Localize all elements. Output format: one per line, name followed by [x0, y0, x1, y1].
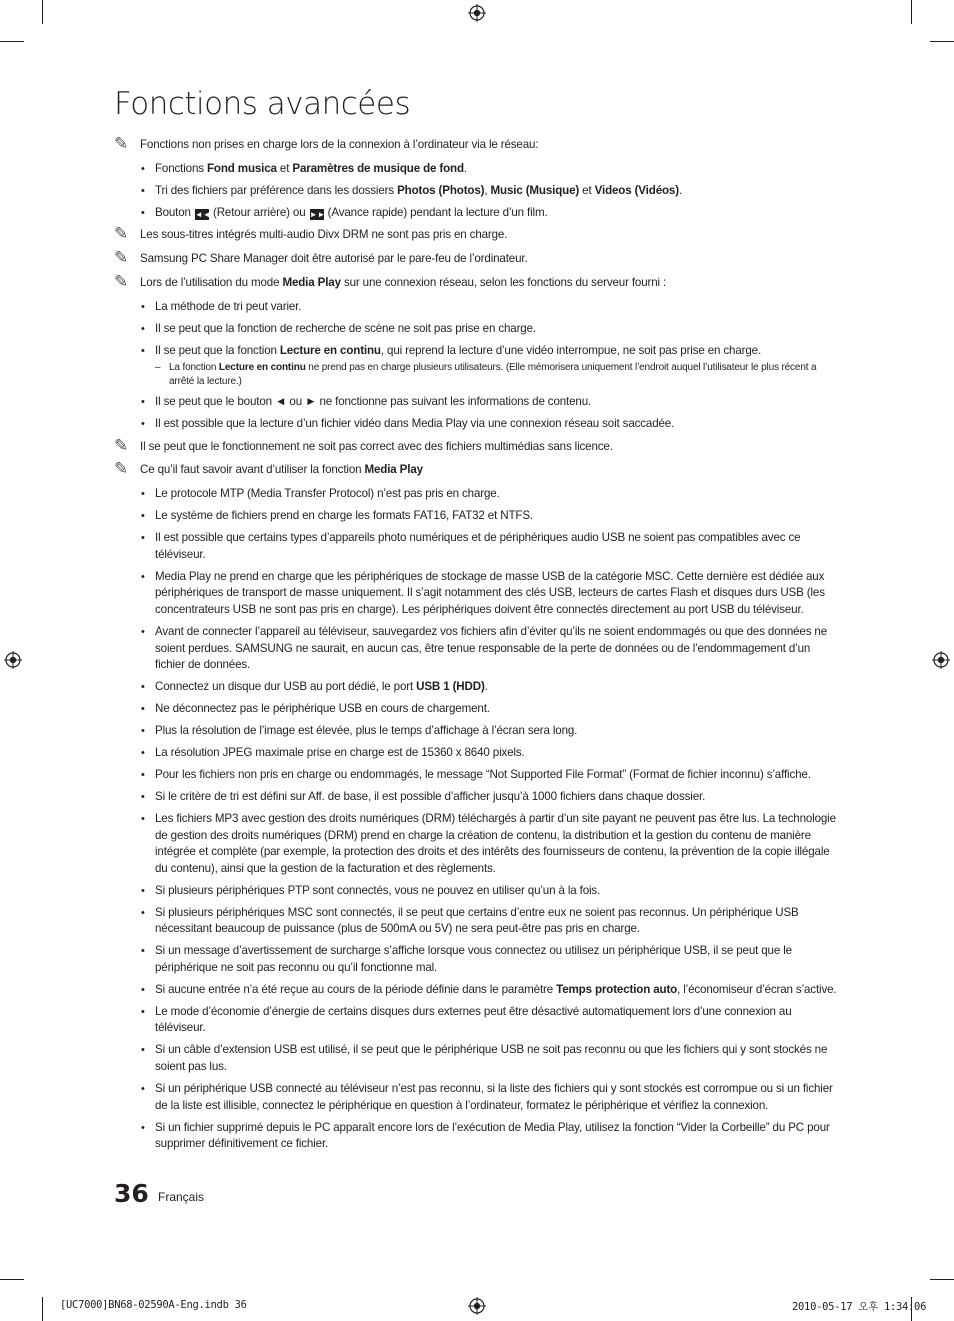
list-item: [114, 883, 840, 900]
bold-term: Media Play: [282, 275, 341, 289]
page-number: 36: [114, 1179, 149, 1208]
text-run: Les sous-titres intégrés multi-audio Divx DRM ne sont pas pris en charge.: [140, 228, 508, 242]
crop-mark: [911, 0, 912, 24]
note-pen-icon: ✎: [114, 134, 129, 153]
sub-note: – La fonction Lecture en continu ne prend pas en charge plusieurs utilisateurs. (Elle mémorisera uniquement l’endroit auquel l’utilisateur le plus récent a arrêté la lecture.): [155, 362, 817, 387]
note: [114, 224, 840, 244]
list-item: [114, 183, 840, 200]
text-run: Avant de connecter l’appareil au téléviseur, sauvegardez vos fichiers afin d’éviter qu’ils ne soient endommagés ou que des données ne soient perdues. SAMSUNG ne saurait, en aucun cas, être tenue responsable de la perte de données ou de l’endommagement d’un fichier de données.: [155, 624, 828, 672]
bold-term: Paramètres de musique de fond: [292, 161, 464, 175]
text-run: Si plusieurs périphériques PTP sont connectés, vous ne pouvez en utiliser qu’un à la fois.: [155, 883, 601, 897]
bold-term: Media Play: [364, 463, 423, 477]
list-item: [114, 569, 840, 619]
note-pen-icon: ✎: [114, 459, 129, 479]
text-run: (Avance rapide) pendant la lecture d’un film.: [324, 205, 548, 219]
list-item: [114, 982, 840, 999]
list-item: [114, 701, 840, 718]
registration-mark-icon: [468, 4, 486, 22]
list-item: [114, 745, 840, 762]
note: [114, 459, 840, 479]
footer-file-info: [UC7000]BN68-02590A-Eng.indb 36: [60, 1299, 247, 1311]
text-run: Ne déconnectez pas le périphérique USB en cours de chargement.: [155, 702, 490, 716]
text-run: Si un fichier supprimé depuis le PC apparaît encore lors de l’exécution de Media Play, utilisez la fonction “Vider la Corbeille” du PC pour supprimer définitivement ce fichier.: [155, 1120, 830, 1151]
text-run: Il se peut que la fonction de recherche de scène ne soit pas prise en charge.: [155, 321, 536, 335]
list-item: [114, 1081, 840, 1114]
text-run: .: [484, 680, 488, 694]
list-item: [114, 486, 840, 503]
bold-term: USB 1 (HDD): [416, 680, 485, 694]
bullet-list: [114, 161, 840, 222]
note-pen-icon: ✎: [114, 271, 129, 291]
text-run: Samsung PC Share Manager doit être autorisé par le pare-feu de l’ordinateur.: [140, 252, 528, 266]
list-item: [114, 508, 840, 525]
registration-mark-icon: [932, 651, 950, 669]
list-item: [114, 161, 840, 178]
rewind-button-icon: ◄◄: [194, 209, 211, 219]
footer-timestamp: 2010-05-17 오후 1:34:06: [792, 1301, 927, 1313]
crop-mark: [42, 0, 43, 24]
notes-content: [114, 134, 840, 1159]
text-run: La résolution JPEG maximale prise en charge est de 15360 x 8640 pixels.: [155, 746, 525, 760]
note: [114, 435, 840, 456]
text-run: Plus la résolution de l’image est élevée, plus le temps d’affichage à l’écran sera long.: [155, 724, 578, 738]
list-item: [114, 321, 840, 338]
registration-mark-icon: [468, 1297, 486, 1315]
text-run: Bouton: [155, 205, 194, 219]
list-item: [114, 624, 840, 674]
bold-term: Videos (Vidéos): [594, 183, 679, 197]
text-run: Il est possible que certains types d’appareils photo numériques et de périphériques audio USB ne soient pas compatibles avec ce téléviseur.: [155, 531, 801, 561]
text-run: Lors de l’utilisation du mode: [140, 275, 283, 289]
crop-mark: [930, 41, 954, 42]
text-run: ne prend pas en charge plusieurs utilisateurs. (Elle mémorisera uniquement l’endroit auquel l’utilisateur le plus récent a arrêté la lecture.): [169, 362, 817, 387]
list-item: [114, 789, 840, 806]
page-language: Français: [158, 1190, 205, 1204]
list-item: [114, 530, 840, 563]
text-run: Si aucune entrée n’a été reçue au cours de la période définie dans le paramètre: [155, 982, 557, 996]
crop-mark: [0, 41, 24, 42]
note-pen-icon: ✎: [114, 248, 129, 268]
text-run: Si un périphérique USB connecté au téléviseur n’est pas reconnu, si la liste des fichiers qui y sont stockés est corrompue ou si un fichier de la liste est illisible, connectez le périphérique en question à l’ordinateur, formatez le périphérique et vérifiez la connexion.: [155, 1082, 833, 1112]
text-run: Pour les fichiers non pris en charge ou endommagés, le message “Not Supported File Format” (Format de fichier inconnu) s’affiche.: [155, 768, 811, 782]
bold-term: Lecture en continu: [218, 362, 306, 374]
text-run: Il se peut que la fonction: [155, 343, 280, 357]
text-run: Le protocole MTP (Media Transfer Protocol) n’est pas pris en charge.: [155, 487, 500, 501]
text-run: Le mode d’économie d’énergie de certains disques durs externes peut être désactivé automatiquement lors d’une connexion au téléviseur.: [155, 1004, 792, 1035]
text-run: et: [579, 183, 595, 197]
list-item: [114, 416, 840, 433]
text-run: (Retour arrière) ou: [209, 205, 309, 219]
text-run: et: [276, 161, 293, 175]
registration-mark-icon: [4, 651, 22, 669]
crop-mark: [930, 1279, 954, 1280]
list-item: [114, 1004, 840, 1037]
text-run: Si le critère de tri est défini sur Aff. de base, il est possible d’afficher jusqu’à 1000 fichiers dans chaque dossier.: [155, 790, 706, 804]
list-item: [114, 1120, 840, 1153]
bold-term: Temps protection auto: [556, 982, 678, 996]
note-pen-icon: ✎: [114, 435, 129, 455]
text-run: Media Play ne prend en charge que les périphériques de stockage de masse USB de la catégorie MSC. Cette dernière est dédiée aux périphériques de transport de masse uniquement. Il s’agit notamment des clés USB, lecteurs de cartes Flash et disques durs USB (les concentrateurs USB ne sont pas pris en charge). Les périphériques doivent être connectés directement au port USB du téléviseur.: [155, 569, 825, 616]
crop-mark: [42, 1297, 43, 1321]
text-run: Si plusieurs périphériques MSC sont connectés, il se peut que certains d’entre eux ne soient pas reconnus. Un périphérique USB nécessitant beaucoup de puissance (plus de 500mA ou 5V) ne sera peut-être pas pris en charge.: [155, 905, 799, 936]
list-item: [114, 905, 840, 938]
note: [114, 271, 840, 292]
page-title: Fonctions avancées: [114, 86, 411, 122]
text-run: .: [463, 161, 467, 175]
text-run: La méthode de tri peut varier.: [155, 299, 302, 313]
text-run: , l’économiseur d’écran s’active.: [677, 982, 837, 996]
text-run: Il est possible que la lecture d’un fichier vidéo dans Media Play via une connexion réseau soit saccadée.: [155, 417, 675, 431]
text-run: Si un câble d’extension USB est utilisé, il se peut que le périphérique USB ne soit pas reconnu ou que les fichiers qui y sont stockés ne soient pas lus.: [155, 1043, 828, 1074]
list-item: [114, 811, 840, 877]
fast-forward-button-icon: ►►: [309, 209, 326, 219]
text-run: Fonctions non prises en charge lors de la connexion à l’ordinateur via le réseau:: [140, 138, 539, 151]
text-run: Il se peut que le fonctionnement ne soit pas correct avec des fichiers multimédias sans licence.: [140, 439, 613, 453]
bold-term: Photos (Photos): [397, 183, 485, 197]
text-run: sur une connexion réseau, selon les fonctions du serveur fourni :: [340, 275, 667, 289]
text-run: ,: [484, 183, 491, 197]
text-run: , qui reprend la lecture d’une vidéo interrompue, ne soit pas prise en charge.: [380, 343, 762, 357]
text-run: Ce qu’il faut savoir avant d’utiliser la fonction: [140, 463, 365, 477]
bullet-list: [114, 486, 840, 1153]
crop-mark: [0, 1279, 24, 1280]
list-item: [114, 723, 840, 740]
list-item: [114, 679, 840, 696]
note: [114, 134, 840, 154]
list-item: [114, 1042, 840, 1075]
text-run: .: [678, 183, 683, 197]
list-item: [114, 943, 840, 976]
text-run: Les fichiers MP3 avec gestion des droits numériques (DRM) téléchargés à partir d’un site payant ne peuvent pas être lus. La technologie de gestion des droits numériques (DRM) prend en charge la création de contenu, la distribution et la gestion du contenu de manière intégrée et complète (par exemple, la protection des droits et des intérêts des fournisseurs de contenu, la prévention de la copie illégale du contenu), ainsi que la gestion de la facturation et des règlements.: [155, 812, 836, 875]
list-item: [114, 767, 840, 784]
text-run: Tri des fichiers par préférence dans les dossiers: [155, 183, 398, 197]
list-item: [114, 394, 840, 411]
bold-term: Music (Musique): [490, 183, 580, 197]
text-run: Connectez un disque dur USB au port dédié, le port: [155, 680, 417, 694]
list-item: [114, 299, 840, 316]
text-run: La fonction: [169, 362, 219, 374]
list-item: [114, 343, 840, 388]
note-pen-icon: ✎: [114, 224, 129, 244]
text-run: Si un message d’avertissement de surcharge s’affiche lorsque vous connectez ou utilisez un périphérique USB, il se peut que le périphérique ne soit pas reconnu ou qu’il fonctionne mal.: [155, 944, 792, 974]
text-run: Il se peut que le bouton ◄ ou ► ne fonctionne pas suivant les informations de contenu.: [155, 395, 592, 409]
list-item: [114, 205, 840, 222]
bold-term: Lecture en continu: [279, 343, 381, 357]
bold-term: Fond musica: [207, 161, 277, 175]
bullet-list: [114, 299, 840, 433]
text-run: Fonctions: [155, 161, 207, 175]
note: [114, 248, 840, 268]
text-run: Le système de fichiers prend en charge les formats FAT16, FAT32 et NTFS.: [155, 509, 533, 523]
